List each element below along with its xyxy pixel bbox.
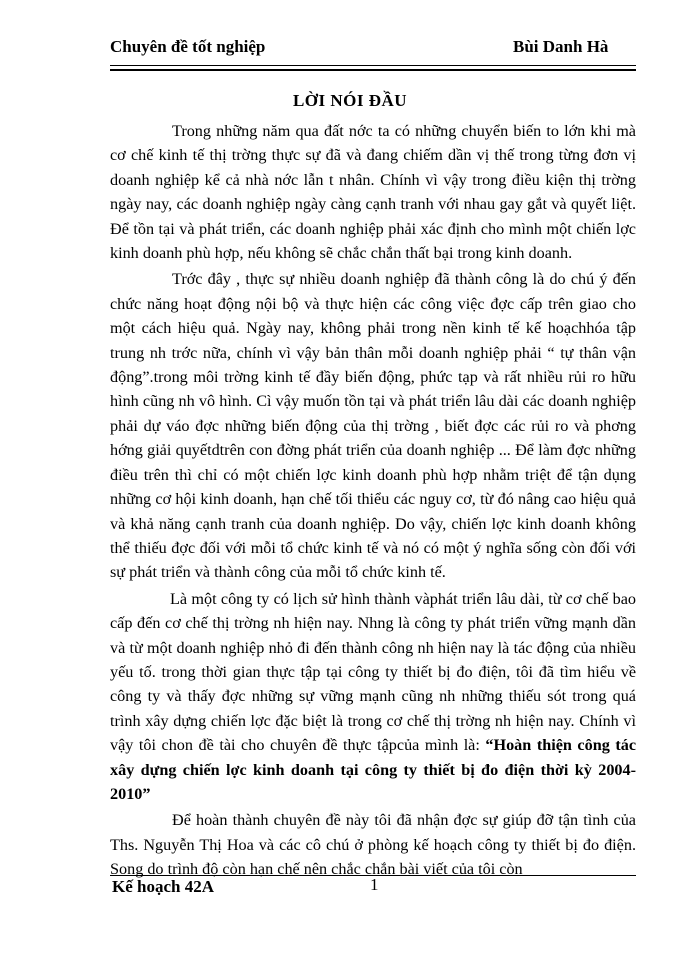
header-author: Bùi Danh Hà — [513, 37, 609, 56]
document-body — [110, 119, 636, 884]
page-number: 1 — [370, 875, 379, 894]
header-rule-thin — [110, 65, 636, 66]
paragraph-3 — [110, 587, 636, 807]
header-document-type: Chuyên đề tốt nghiệp — [110, 37, 266, 56]
paragraph-2: Trớc đây , thực sự nhiều doanh nghiệp đã thành công là do chú ý đến chức năng hoạt động nội bộ và thực hiện các công việc đợc cấp trên giao cho một cách hiệu quả. Ngày nay, không phải trong nền kinh tế kế hoạchhóa tập trung nh trớc nữa, chính vì vậy bản thân mỗi doanh nghiệp phải “ tự thân vận động”.trong môi trờng kinh tế đầy biến động, phức tạp và rất nhiều rủi ro hữu hình cũng nh vô hình. Cì vậy muốn tồn tại và phát triển lâu dài các doanh nghiệp phải dự váo đợc những biến động của thị trờng , biết đợc các rủi ro và phơng hớng giải quyếtdtrên con đờng phát triển của doanh nghiệp ... Để làm đợc những điều trên thì chỉ có một chiến lợc kinh doanh phù hợp nhằm triệt để tận dụng những cơ hội kinh doanh, hạn chế tối thiểu các nguy cơ, từ đó nâng cao hiệu quả và khả năng cạnh tranh của doanh nghiệp. Do vậy, chiến lợc kinh doanh không thể thiếu đợc đối với mỗi tổ chức kinh tế và nó có một ý nghĩa sống còn đối với sự phát triển và thành công của mỗi tổ chức kinh tế. — [110, 270, 636, 582]
paragraph-3-text: Là một công ty có lịch sử hình thành vàphát triển lâu dài, từ cơ chế bao cấp đến cơ chế thị trờng nh hiện nay. Nhng là công ty phát triển vững mạnh dần và từ một doanh nghiệp nhỏ đi đến thành công nh hiện nay là tác động của nhiều yếu tố. trong thời gian thực tập tại công ty thiết bị đo điện, tôi đã tìm hiểu về công ty và thấy đợc những sự vững mạnh cũng nh những thiếu sót trong quá trình xây dựng chiến lợc đặc biệt là trong cơ chế thị trờng nh hiện nay. Chính vì vậy tôi chon đề tài cho chuyên đề thực tậpcủa mình là: — [110, 589, 636, 755]
page-title: LỜI NÓI ĐẦU — [292, 91, 408, 110]
paragraph-4: Để hoàn thành chuyên đề này tôi đã nhận đợc sự giúp đỡ tận tình của Ths. Nguyễn Thị Hoa và các cô chú ở phòng kế hoạch công ty thiết bị đo điện. Song do trình độ còn hạn chế nên chắc chắn bài viết của tôi còn — [110, 811, 636, 879]
thesis-title: “Hoàn thiện công tác xây dựng chiến lợc kinh doanh tại công ty thiết bị đo điện thời kỳ 2004-2010” — [110, 736, 636, 803]
header-rule-thick — [110, 69, 636, 71]
paragraph-1: Trong những năm qua đất nớc ta có những chuyển biến to lớn khi mà cơ chế kinh tế thị trờng thực sự đã và đang chiếm dần vị thế trong từng đơn vị doanh nghiệp kể cả nhà nớc lẫn t nhân. Chính vì vậy trong điều kiện thị trờng ngày nay, các doanh nghiệp ngày càng cạnh tranh với nhau gay gắt và quyết liệt. Để tồn tại và phát triển, các doanh nghiệp phải xác định cho mình một chiến lợc kinh doanh phù hợp, nếu không sẽ chắc chắn thất bại trong kinh doanh. — [110, 122, 636, 263]
footer-class-label: Kế hoạch 42A — [112, 877, 214, 896]
